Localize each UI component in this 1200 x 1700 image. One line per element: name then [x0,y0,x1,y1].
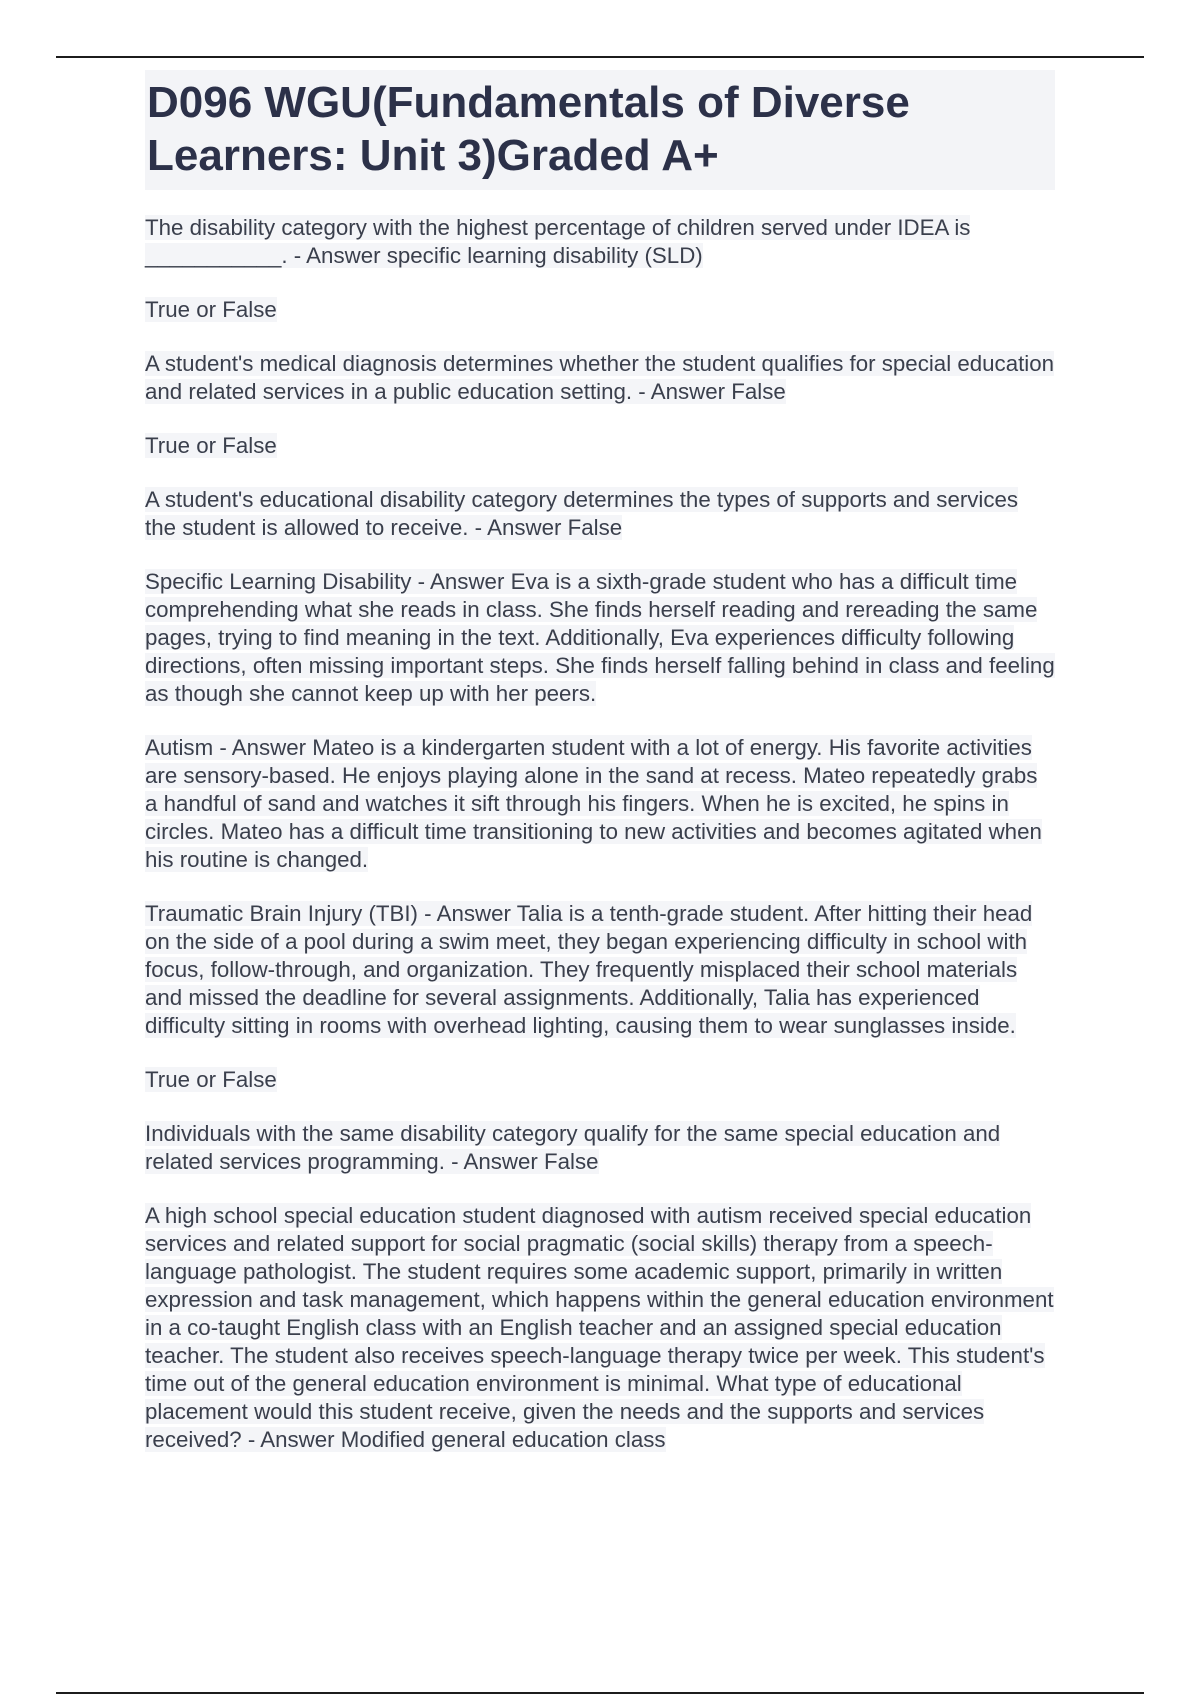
document-page [145,70,1055,1480]
true-false-label: True or False [145,1067,277,1092]
qa-list [145,214,1055,1454]
qa-entry-same-category: Individuals with the same disability category qualify for the same special education and related services programming. - Answer False [145,1121,1001,1174]
qa-entry-specific-learning-disability: Specific Learning Disability - Answer Eva is a sixth-grade student who has a difficult time comprehending what she reads in class. She finds herself reading and rereading the same pages, trying to find meaning in the text. Additionally, Eva experiences difficulty following directions, often missing important steps. She finds herself falling behind in class and feeling as though she cannot keep up with her peers. [145,569,1055,706]
bottom-divider [56,1692,1144,1694]
qa-entry-sld: The disability category with the highest percentage of children served under IDEA is ___________. - Answer specific learning disability (SLD) [145,215,971,268]
qa-entry-placement: A high school special education student diagnosed with autism received special education services and related support for social pragmatic (social skills) therapy from a speech-language pathologist. The student requires some academic support, primarily in written expression and task management, which happens within the general education environment in a co-taught English class with an English teacher and an assigned special education teacher. The student also receives speech-language therapy twice per week. This student's time out of the general education environment is minimal. What type of educational placement would this student receive, given the needs and the supports and services received? - Answer Modified general education class [145,1203,1054,1452]
qa-entry-autism: Autism - Answer Mateo is a kindergarten student with a lot of energy. His favorite activities are sensory-based. He enjoys playing alone in the sand at recess. Mateo repeatedly grabs a handful of sand and watches it sift through his fingers. When he is excited, he spins in circles. Mateo has a difficult time transitioning to new activities and becomes agitated when his routine is changed. [145,735,1042,872]
qa-entry-disability-category: A student's educational disability category determines the types of supports and services the student is allowed to receive. - Answer False [145,487,1019,540]
top-divider [56,56,1144,58]
true-false-label: True or False [145,297,277,322]
qa-entry-tbi: Traumatic Brain Injury (TBI) - Answer Talia is a tenth-grade student. After hitting their head on the side of a pool during a swim meet, they began experiencing difficulty in school with focus, follow-through, and organization. They frequently misplaced their school materials and missed the deadline for several assignments. Additionally, Talia has experienced difficulty sitting in rooms with overhead lighting, causing them to wear sunglasses inside. [145,901,1033,1038]
true-false-label: True or False [145,433,277,458]
qa-entry-medical-diagnosis: A student's medical diagnosis determines whether the student qualifies for special education and related services in a public education setting. - Answer False [145,351,1055,404]
document-title: D096 WGU(Fundamentals of Diverse Learners: Unit 3)Graded A+ [145,70,1055,190]
